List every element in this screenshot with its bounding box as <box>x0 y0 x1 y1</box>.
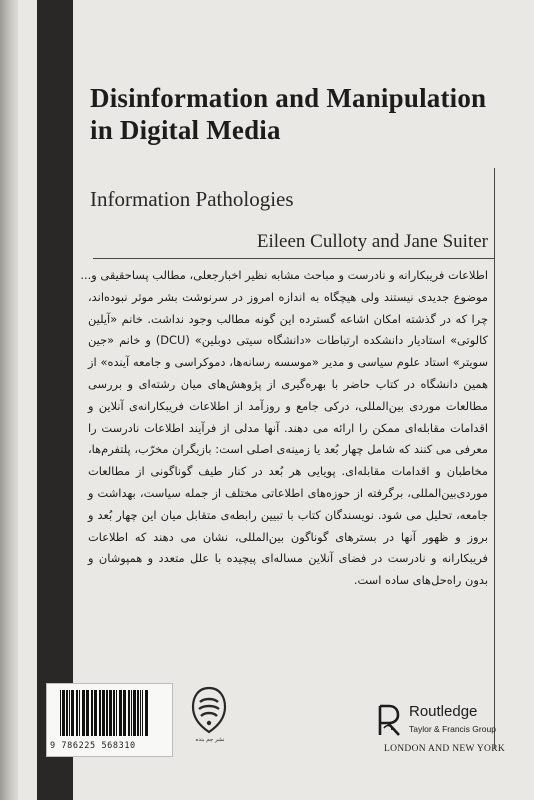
barcode-bar <box>71 690 74 736</box>
barcode-bar <box>113 690 115 736</box>
barcode-bar <box>102 690 105 736</box>
publisher-caption: نشر جم بنده <box>195 737 225 743</box>
blurb-line: معرفی می کنند که شامل چهار بُعد یا زمینه‌ی اصلی است: بازیگران مخرّب، پلتفرم‌ها، <box>88 442 488 457</box>
publisher-logo-icon <box>190 685 228 735</box>
publisher-name: Routledge <box>409 703 478 720</box>
barcode-bar <box>137 690 139 736</box>
barcode-bar <box>66 690 68 736</box>
barcode-bar <box>91 690 93 736</box>
barcode-bar <box>128 690 130 736</box>
blurb-line: اطلاعات فریبکارانه و نادرست و مباحث مشابه نظیر اخبارجعلی، مطالب پساحقیقی و... <box>80 268 488 282</box>
barcode-bar <box>145 690 148 736</box>
barcode-bar <box>106 690 108 736</box>
blurb-line: بروز و ظهور آنها در بسترهای گوناگون بین‌المللی، نشان می دهند که اطلاعات <box>88 529 488 544</box>
book-title: Disinformation and Manipulation in Digital Media <box>90 83 487 145</box>
blurb-line: موردی‌بین‌المللی، برگرفته از حوزه‌های اطلاعاتی مختلف از جمله سیاست، بهداشت و <box>88 485 488 500</box>
decorative-black-bar <box>37 0 73 800</box>
barcode-bar <box>99 690 101 736</box>
publisher-cities: LONDON AND NEW YORK <box>384 744 506 754</box>
barcode-bar <box>133 690 136 736</box>
blurb-line: فریبکارانه و نادرست در فضای آنلاین مساله‌ای پیچیده با علل متعدد و همپوشان و <box>88 551 488 566</box>
barcode-icon <box>58 690 160 740</box>
barcode-bar <box>76 690 78 736</box>
barcode-bar <box>86 690 89 736</box>
routledge-logo-icon <box>378 704 402 737</box>
blurb-line: موضوع جدیدی نیستند ولی هیچگاه به اندازه امروز در سرنوشت بشر موثر نبوده‌اند، <box>88 289 488 304</box>
blurb-line: مطالعات موردی بین‌المللی، درکی جامع و روزآمد از اطلاعات فریبکارانه‌ی آنلاین و <box>88 398 488 413</box>
barcode-bar <box>82 690 85 736</box>
book-authors: Eileen Culloty and Jane Suiter <box>256 231 488 252</box>
barcode-bar <box>60 690 61 736</box>
barcode-bar <box>69 690 70 736</box>
horizontal-rule <box>93 258 494 259</box>
blurb-line: کالوتی» استادیار دانشکده ارتباطات «دانشگاه سیتی دوبلین» (DCU) و خانم «جین <box>88 333 488 348</box>
blurb-line: جامعه، تحلیل می شود. نویسندگان کتاب با تبیین رابطه‌ی متقابل میان این چهار بُعد و <box>88 507 488 522</box>
barcode-bar <box>94 690 97 736</box>
barcode-bar <box>140 690 141 736</box>
barcode-bar <box>119 690 122 736</box>
blurb-line: بدون راه‌حل‌های ساده است. <box>353 573 488 588</box>
blurb-line: همین دانشگاه در کتاب حاضر با بهره‌گیری از پژوهش‌های میان رشته‌ای و بررسی <box>88 376 488 391</box>
isbn-number: 9 786225 568310 <box>50 741 136 751</box>
vertical-rule <box>494 168 495 748</box>
barcode-bar <box>109 690 112 736</box>
barcode-bar <box>131 690 132 736</box>
book-subtitle: Information Pathologies <box>90 187 294 211</box>
blurb-line: چرا که در گذشته امکان اشاعه گسترده این گونه مطالب وجود نداشت. خانم «آیلین <box>88 311 488 326</box>
blurb-line: اقدامات مقابله‌ای ممکن را ارائه می دهند. آنها مدلی از فرآیند اطلاعات نادرست را <box>88 420 488 435</box>
barcode-bar <box>62 690 65 736</box>
barcode-bar <box>123 690 126 736</box>
barcode-bar <box>142 690 143 736</box>
publisher-group: Taylor & Francis Group <box>409 724 496 734</box>
barcode-bar <box>116 690 117 736</box>
blurb-line: مخاطبان و اقدامات مقابله‌ای. پویایی هر بُعد در کنار طیف گوناگونی از مطالعات <box>88 464 488 479</box>
blurb-line: سویتر» استاد علوم سیاسی و مدیر «موسسه رسانه‌ها، دموکراسی و جامعه آینده» از <box>88 355 488 370</box>
book-spine-edge <box>0 0 18 800</box>
blurb-text <box>80 265 488 592</box>
barcode-bar <box>79 690 80 736</box>
